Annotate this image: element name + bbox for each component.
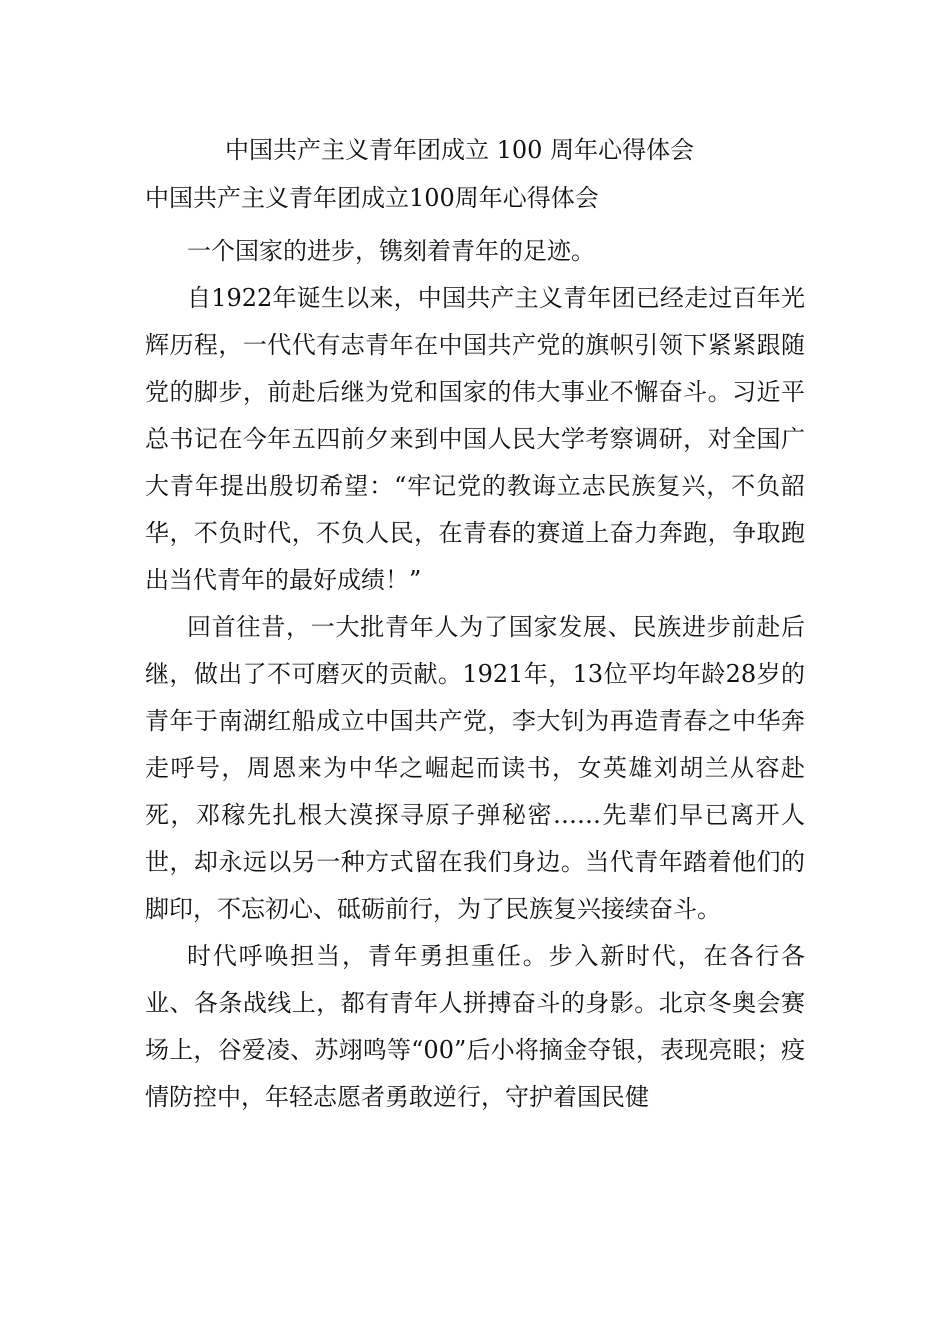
paragraph-intro: 一个国家的进步，镌刻着青年的足迹。 — [187, 237, 595, 265]
paragraph-new-era: 时代呼唤担当，青年勇担重任。步入新时代，在各行各业、各条战线上，都有青年人拼搏奋斗的身影。北京冬奥会赛场上，谷爱凌、苏翊鸣等“00”后小将摘金夺银，表现亮眼；疫情防控中，年轻志愿者勇敢逆行，守护着国民健 — [145, 942, 805, 1111]
paragraph-history: 自1922年诞生以来，中国共产主义青年团已经走过百年光辉历程，一代代有志青年在中国共产党的旗帜引领下紧紧跟随党的脚步，前赴后继为党和国家的伟大事业不懈奋斗。习近平总书记在今年五四前夕来到中国人民大学考察调研，对全国广大青年提出殷切希望：“牢记党的教诲立志民族复兴，不负韶华，不负时代，不负人民，在青春的赛道上奋力奔跑，争取跑出当代青年的最好成绩！” — [145, 284, 805, 594]
document-subtitle: 中国共产主义青年团成立100周年心得体会 — [145, 184, 599, 212]
document-body — [145, 228, 805, 1121]
document-title: 中国共产主义青年团成立 100 周年心得体会 — [225, 136, 695, 164]
paragraph-retrospect: 回首往昔，一大批青年人为了国家发展、民族进步前赴后继，做出了不可磨灭的贡献。1921年，13位平均年龄28岁的青年于南湖红船成立中国共产党，李大钊为再造青春之中华奔走呼号，周恩来为中华之崛起而读书，女英雄刘胡兰从容赴死，邓稼先扎根大漠探寻原子弹秘密……先辈们早已离开人世，却永远以另一种方式留在我们身边。当代青年踏着他们的脚印，不忘初心、砥砺前行，为了民族复兴接续奋斗。 — [145, 613, 805, 923]
